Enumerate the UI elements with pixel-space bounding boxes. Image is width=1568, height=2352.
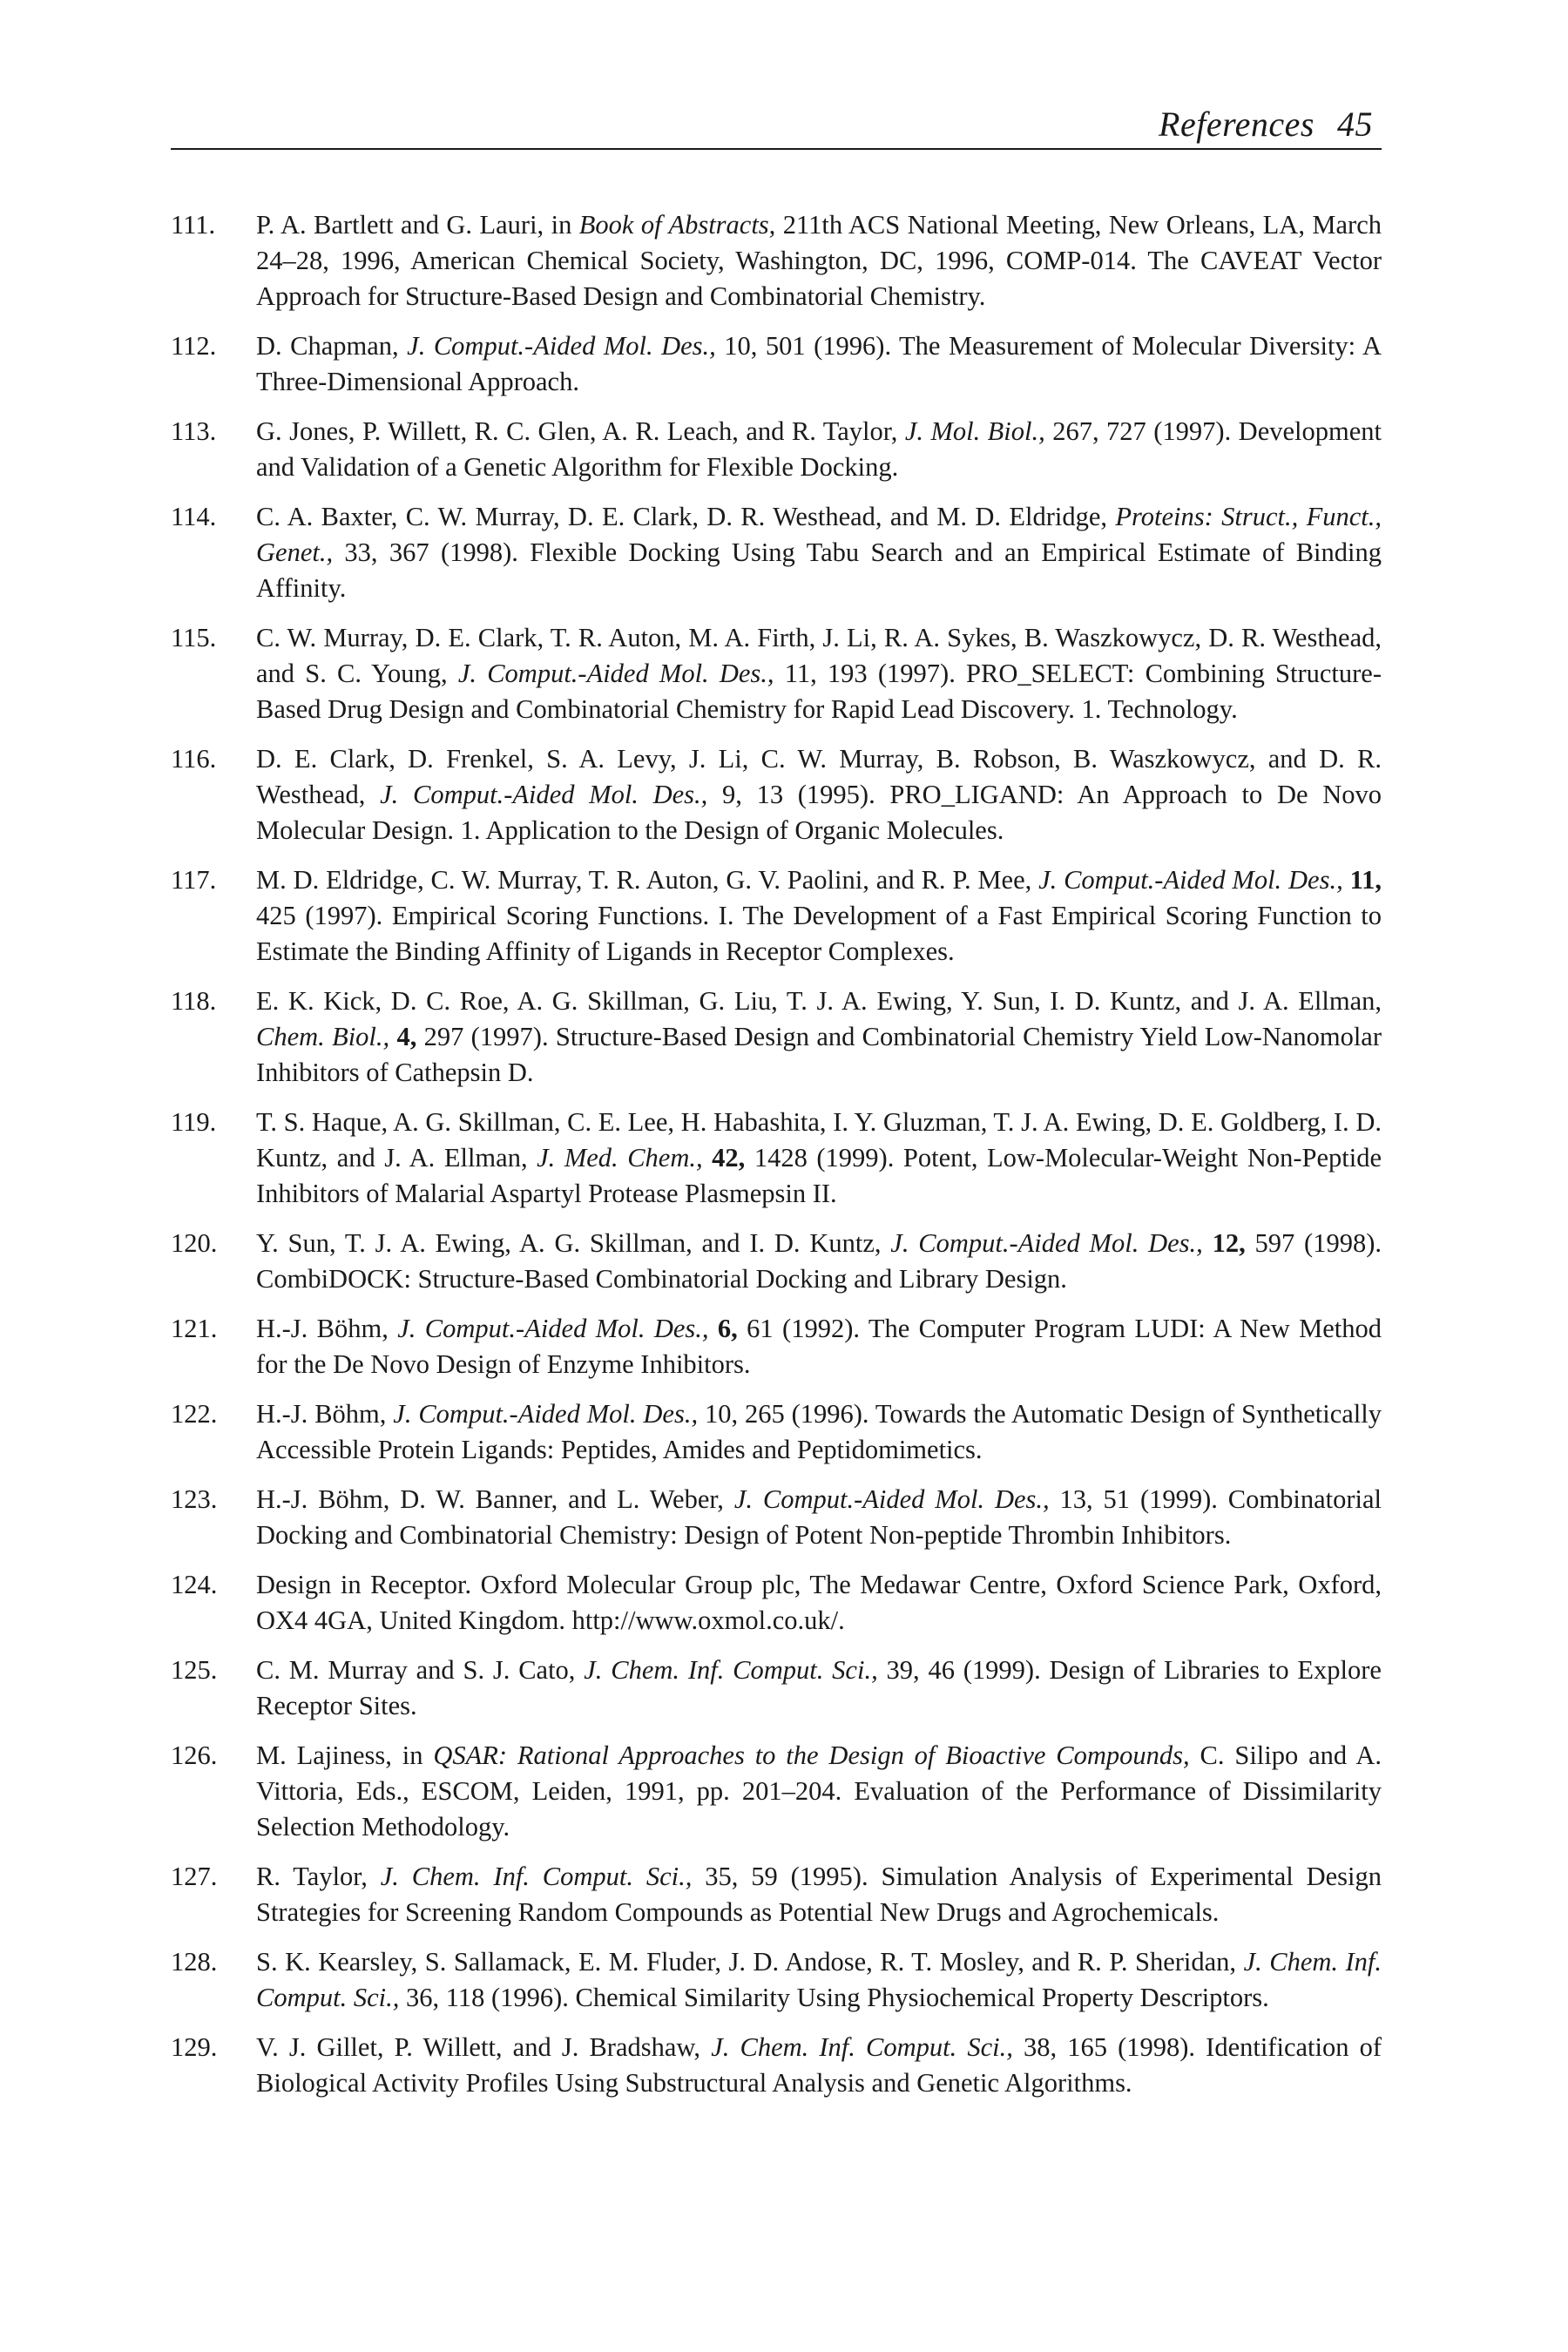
reference-entry xyxy=(171,1311,1382,1382)
reference-text xyxy=(256,741,1382,848)
reference-number: 114. xyxy=(171,502,217,531)
reference-journal: J. Chem. Inf. Comput. Sci., xyxy=(584,1655,878,1685)
reference-volume: 12, xyxy=(1212,1228,1246,1258)
reference-segment: C. M. Murray and S. J. Cato, xyxy=(256,1655,585,1685)
reference-segment xyxy=(709,1314,718,1343)
reference-segment: 1428 (1999). Potent, Low-Molecular-Weight Non-Peptide Inhibitors of Malarial Aspartyl Protease Plasmepsin II. xyxy=(256,1143,1382,1208)
reference-entry xyxy=(171,1567,1382,1639)
reference-journal: Chem. Biol., xyxy=(256,1022,390,1051)
reference-journal: J. Comput.-Aided Mol. Des., xyxy=(457,659,774,688)
reference-segment: D. E. Clark, D. Frenkel, S. A. Levy, J. Li, C. W. Murray, B. Robson, B. Waszkowycz, and D. R. Westhead, xyxy=(256,744,1382,809)
reference-journal: J. Med. Chem., xyxy=(537,1143,703,1173)
reference-segment: Design in Receptor. Oxford Molecular Group plc, The Medawar Centre, Oxford Science Park, Oxford, OX4 4GA, United Kingdom. http://www.oxmol.co.uk/. xyxy=(256,1570,1382,1635)
reference-segment: 10, 265 (1996). Towards the Automatic Design of Synthetically Accessible Protein Ligands: Peptides, Amides and Peptidomimetics. xyxy=(256,1399,1382,1464)
reference-entry xyxy=(171,741,1382,848)
reference-journal: J. Chem. Inf. Comput. Sci., xyxy=(380,1862,693,1891)
reference-number: 122. xyxy=(171,1399,218,1429)
header-text xyxy=(1159,104,1373,145)
reference-number: 126. xyxy=(171,1740,218,1770)
reference-segment: 9, 13 (1995). PRO_LIGAND: An Approach to De Novo Molecular Design. 1. Application to the Design of Organic Molecules. xyxy=(256,780,1382,845)
reference-journal: J. Comput.-Aided Mol. Des., xyxy=(733,1484,1050,1514)
reference-number: 120. xyxy=(171,1228,218,1258)
reference-number: 125. xyxy=(171,1655,218,1685)
reference-journal: J. Mol. Biol., xyxy=(904,416,1045,446)
reference-segment: C. Silipo and A. Vittoria, Eds., ESCOM, Leiden, 1991, pp. 201–204. Evaluation of the Performance of Dissimilarity Selection Methodology. xyxy=(256,1740,1382,1842)
reference-segment: M. D. Eldridge, C. W. Murray, T. R. Auton, G. V. Paolini, and R. P. Mee, xyxy=(256,865,1039,895)
reference-segment: H.-J. Böhm, xyxy=(256,1314,398,1343)
reference-segment xyxy=(703,1143,713,1173)
reference-number: 119. xyxy=(171,1107,217,1137)
reference-entry xyxy=(171,1105,1382,1212)
reference-segment: T. S. Haque, A. G. Skillman, C. E. Lee, H. Habashita, I. Y. Gluzman, T. J. A. Ewing, D. E. Goldberg, I. D. Kuntz, and J. A. Ellman, xyxy=(256,1107,1382,1173)
reference-segment: 10, 501 (1996). The Measurement of Molecular Diversity: A Three-Dimensional Approach. xyxy=(256,331,1382,396)
reference-segment: 425 (1997). Empirical Scoring Functions. I. The Development of a Fast Empirical Scoring Function to Estimate the Binding Affinity of Ligands in Receptor Complexes. xyxy=(256,901,1382,966)
reference-segment: P. A. Bartlett and G. Lauri, in xyxy=(256,210,579,240)
reference-text xyxy=(256,1859,1382,1930)
reference-text xyxy=(256,983,1382,1091)
reference-journal: J. Comput.-Aided Mol. Des., xyxy=(397,1314,709,1343)
reference-journal: J. Chem. Inf. Comput. Sci., xyxy=(256,1947,1382,2012)
reference-entry xyxy=(171,1738,1382,1845)
reference-journal: J. Comput.-Aided Mol. Des., xyxy=(380,780,708,809)
reference-segment: 211th ACS National Meeting, New Orleans, LA, March 24–28, 1996, American Chemical Society, Washington, DC, 1996, COMP-014. The CAVEAT Vector Approach for Structure-Based Design and Combinatorial Chemistry. xyxy=(256,210,1382,311)
reference-entry xyxy=(171,1226,1382,1297)
reference-number: 121. xyxy=(171,1314,218,1343)
reference-entry xyxy=(171,620,1382,727)
reference-segment: G. Jones, P. Willett, R. C. Glen, A. R. Leach, and R. Taylor, xyxy=(256,416,905,446)
reference-segment: 39, 46 (1999). Design of Libraries to Explore Receptor Sites. xyxy=(256,1655,1382,1720)
reference-number: 116. xyxy=(171,744,217,774)
reference-text xyxy=(256,1311,1382,1382)
reference-number: 111. xyxy=(171,210,216,240)
reference-number: 112. xyxy=(171,331,217,361)
reference-entry xyxy=(171,862,1382,970)
reference-text xyxy=(256,1738,1382,1845)
reference-journal: J. Comput.-Aided Mol. Des., xyxy=(393,1399,699,1429)
reference-number: 127. xyxy=(171,1862,218,1891)
reference-text xyxy=(256,414,1382,485)
reference-volume: 11, xyxy=(1349,865,1382,895)
reference-text xyxy=(256,620,1382,727)
reference-journal: J. Chem. Inf. Comput. Sci., xyxy=(711,2032,1013,2062)
reference-number: 123. xyxy=(171,1484,218,1514)
reference-entry xyxy=(171,328,1382,400)
reference-entry xyxy=(171,1652,1382,1724)
reference-segment: R. Taylor, xyxy=(256,1862,381,1891)
reference-segment: Y. Sun, T. J. A. Ewing, A. G. Skillman, and I. D. Kuntz, xyxy=(256,1228,891,1258)
reference-volume: 6, xyxy=(717,1314,738,1343)
reference-entry xyxy=(171,414,1382,485)
reference-segment: 35, 59 (1995). Simulation Analysis of Experimental Design Strategies for Screening Random Compounds as Potential New Drugs and Agrochemicals. xyxy=(256,1862,1382,1927)
reference-entry xyxy=(171,499,1382,606)
reference-segment: D. Chapman, xyxy=(256,331,408,361)
reference-volume: 4, xyxy=(396,1022,417,1051)
reference-number: 129. xyxy=(171,2032,218,2062)
reference-entry xyxy=(171,1396,1382,1468)
reference-list xyxy=(171,207,1382,2115)
reference-text xyxy=(256,207,1382,314)
reference-text xyxy=(256,499,1382,606)
reference-segment: E. K. Kick, D. C. Roe, A. G. Skillman, G. Liu, T. J. A. Ewing, Y. Sun, I. D. Kuntz, and J. A. Ellman, xyxy=(256,986,1382,1016)
header-title: References xyxy=(1159,105,1315,144)
reference-segment xyxy=(1343,865,1350,895)
reference-segment: 36, 118 (1996). Chemical Similarity Using Physiochemical Property Descriptors. xyxy=(399,1983,1269,2012)
reference-segment: 61 (1992). The Computer Program LUDI: A New Method for the De Novo Design of Enzyme Inhibitors. xyxy=(256,1314,1382,1379)
reference-text xyxy=(256,1482,1382,1553)
reference-segment: 267, 727 (1997). Development and Validation of a Genetic Algorithm for Flexible Docking. xyxy=(256,416,1382,482)
reference-segment: H.-J. Böhm, xyxy=(256,1399,394,1429)
reference-number: 124. xyxy=(171,1570,218,1599)
reference-number: 128. xyxy=(171,1947,218,1977)
reference-text xyxy=(256,1944,1382,2016)
reference-entry xyxy=(171,1944,1382,2016)
reference-segment: 38, 165 (1998). Identification of Biological Activity Profiles Using Substructural Analysis and Genetic Algorithms. xyxy=(256,2032,1382,2098)
reference-entry xyxy=(171,2030,1382,2101)
reference-number: 117. xyxy=(171,865,217,895)
reference-number: 113. xyxy=(171,416,217,446)
reference-journal: J. Comput.-Aided Mol. Des., xyxy=(890,1228,1203,1258)
reference-segment: S. K. Kearsley, S. Sallamack, E. M. Fluder, J. D. Andose, R. T. Mosley, and R. P. Sheridan, xyxy=(256,1947,1244,1977)
reference-text xyxy=(256,328,1382,400)
reference-segment: V. J. Gillet, P. Willett, and J. Bradshaw, xyxy=(256,2032,712,2062)
reference-journal: J. Comput.-Aided Mol. Des., xyxy=(1038,865,1343,895)
reference-segment: C. A. Baxter, C. W. Murray, D. E. Clark, D. R. Westhead, and M. D. Eldridge, xyxy=(256,502,1116,531)
running-header xyxy=(171,98,1382,150)
reference-text xyxy=(256,1105,1382,1212)
reference-number: 115. xyxy=(171,623,217,652)
page-number: 45 xyxy=(1337,105,1373,144)
reference-entry xyxy=(171,207,1382,314)
reference-journal: QSAR: Rational Approaches to the Design of Bioactive Compounds, xyxy=(433,1740,1190,1770)
reference-text xyxy=(256,1396,1382,1468)
reference-number: 118. xyxy=(171,986,217,1016)
reference-segment: C. W. Murray, D. E. Clark, T. R. Auton, M. A. Firth, J. Li, R. A. Sykes, B. Waszkowycz, D. R. Westhead, and S. C. Young, xyxy=(256,623,1382,688)
reference-segment: 297 (1997). Structure-Based Design and Combinatorial Chemistry Yield Low-Nanomolar Inhibitors of Cathepsin D. xyxy=(256,1022,1382,1087)
reference-segment: 33, 367 (1998). Flexible Docking Using Tabu Search and an Empirical Estimate of Binding Affinity. xyxy=(256,537,1382,603)
reference-entry xyxy=(171,983,1382,1091)
reference-text xyxy=(256,2030,1382,2101)
reference-journal: J. Comput.-Aided Mol. Des., xyxy=(407,331,716,361)
reference-segment xyxy=(1203,1228,1213,1258)
reference-volume: 42, xyxy=(712,1143,746,1173)
reference-text xyxy=(256,1226,1382,1297)
reference-segment: 11, 193 (1997). PRO_SELECT: Combining Structure-Based Drug Design and Combinatorial Chemistry for Rapid Lead Discovery. 1. Technology. xyxy=(256,659,1382,724)
reference-segment: 597 (1998). CombiDOCK: Structure-Based Combinatorial Docking and Library Design. xyxy=(256,1228,1382,1294)
reference-entry xyxy=(171,1859,1382,1930)
reference-journal: Book of Abstracts, xyxy=(578,210,776,240)
reference-entry xyxy=(171,1482,1382,1553)
reference-journal: Proteins: Struct., Funct., Genet., xyxy=(256,502,1382,567)
reference-text xyxy=(256,1652,1382,1724)
reference-text xyxy=(256,1567,1382,1639)
reference-text xyxy=(256,862,1382,970)
reference-segment: M. Lajiness, in xyxy=(256,1740,434,1770)
reference-segment: 13, 51 (1999). Combinatorial Docking and Combinatorial Chemistry: Design of Potent Non-peptide Thrombin Inhibitors. xyxy=(256,1484,1382,1550)
reference-segment: H.-J. Böhm, D. W. Banner, and L. Weber, xyxy=(256,1484,734,1514)
